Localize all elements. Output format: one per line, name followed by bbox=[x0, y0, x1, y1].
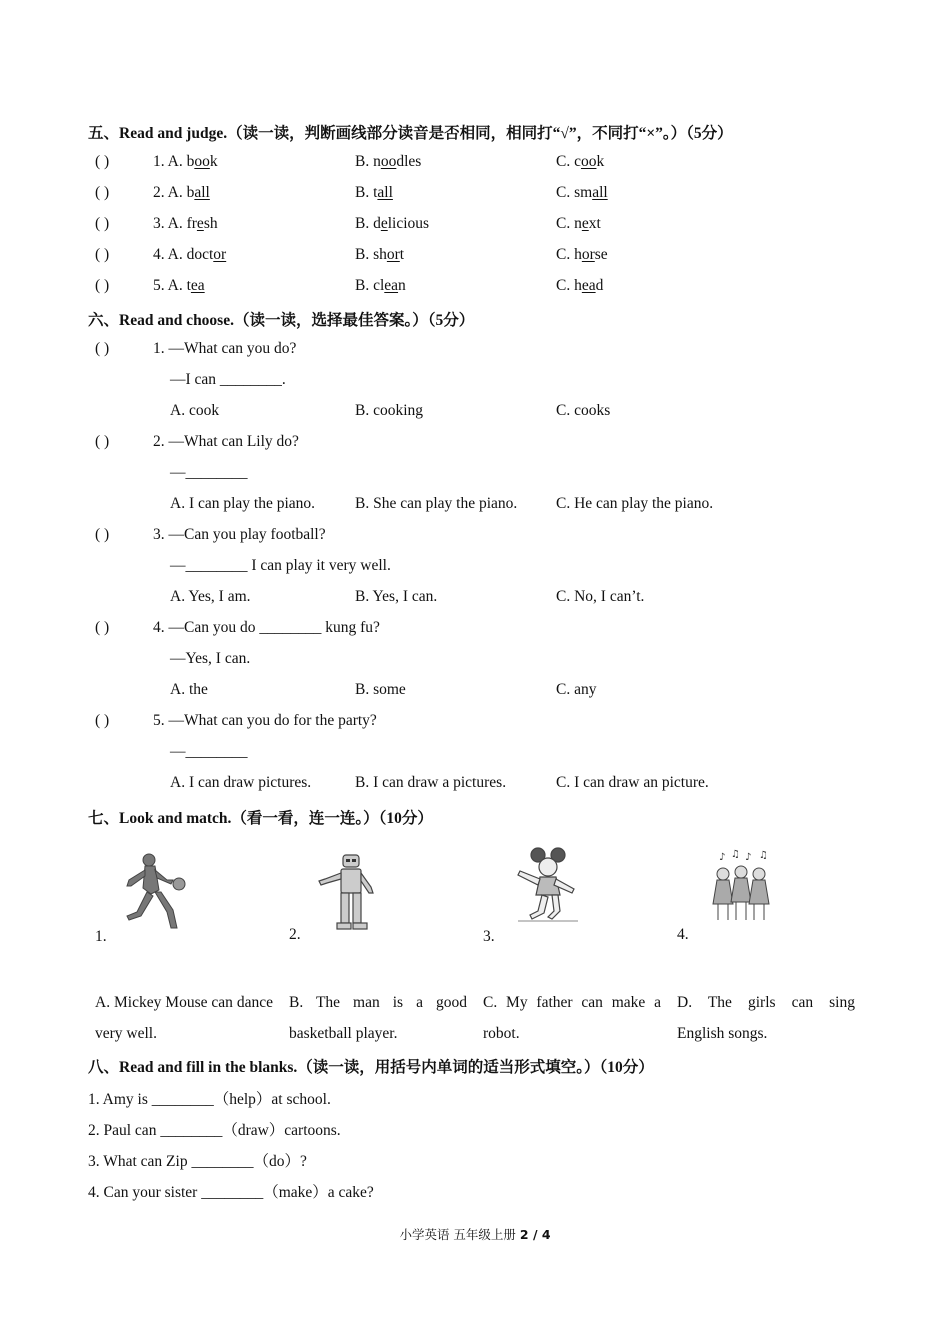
answer-paren[interactable]: ( ) bbox=[95, 340, 110, 357]
item-number: 2. A. bbox=[153, 184, 187, 201]
word-part: sh bbox=[203, 215, 218, 232]
page-number: 2 / 4 bbox=[519, 1227, 551, 1242]
word-part: doct bbox=[186, 246, 214, 263]
question-1: 1. —What can you do? bbox=[153, 340, 297, 357]
option-c: C. He can play the piano. bbox=[556, 495, 714, 512]
option-a: A. the bbox=[170, 681, 208, 698]
item-number: 1. A. bbox=[153, 153, 187, 170]
word-part: se bbox=[594, 246, 608, 263]
option-a bbox=[153, 215, 218, 233]
match-text-b: B. The man is a good basketball player. bbox=[289, 994, 467, 1042]
option-c: C. cooks bbox=[556, 402, 611, 419]
word-part: B. sh bbox=[355, 246, 387, 263]
word-part: xt bbox=[588, 215, 601, 232]
answer-line-4: —Yes, I can. bbox=[170, 650, 251, 667]
word-part: C. sm bbox=[556, 184, 593, 201]
fill-item-3: 3. What can Zip ________（do）? bbox=[88, 1153, 307, 1170]
option-c: C. I can draw an picture. bbox=[556, 774, 709, 791]
answer-paren[interactable]: ( ) bbox=[95, 526, 110, 543]
answer-paren[interactable]: ( ) bbox=[95, 277, 110, 294]
fill-item-4: 4. Can your sister ________（make）a cake? bbox=[88, 1184, 374, 1201]
option-c bbox=[556, 184, 608, 202]
question-2: 2. —What can Lily do? bbox=[153, 433, 299, 450]
option-b bbox=[355, 246, 404, 264]
option-c bbox=[556, 215, 601, 233]
option-c bbox=[556, 277, 603, 295]
section-5-title: 五、Read and judge.（读一读，判断画线部分读音是否相同，相同打“√”，不同打“×”。）（5分） bbox=[88, 125, 733, 142]
section-7-title: 七、Look and match.（看一看，连一连。）（10分） bbox=[88, 810, 433, 827]
question-3: 3. —Can you play football? bbox=[153, 526, 326, 543]
option-c bbox=[556, 246, 608, 264]
section-8-title: 八、Read and fill in the blanks.（读一读，用括号内单词的适当形式填空。）（10分） bbox=[88, 1059, 654, 1076]
option-b bbox=[355, 184, 393, 202]
option-c: C. No, I can’t. bbox=[556, 588, 645, 605]
word-part: b bbox=[186, 153, 195, 170]
option-b: B. I can draw a pictures. bbox=[355, 774, 507, 791]
option-a bbox=[153, 277, 205, 295]
word-part: dles bbox=[396, 153, 422, 170]
answer-line-5: —________ bbox=[170, 743, 248, 760]
item-number: 3. A. bbox=[153, 215, 187, 232]
basketball-player-picture bbox=[115, 850, 195, 935]
word-part: C. h bbox=[556, 246, 582, 263]
word-part: B. d bbox=[355, 215, 381, 232]
fill-item-1: 1. Amy is ________（help）at school. bbox=[88, 1091, 331, 1108]
option-a bbox=[153, 246, 226, 264]
word-part: B. cl bbox=[355, 277, 385, 294]
item-number: 4. A. bbox=[153, 246, 187, 263]
item-number: 5. A. bbox=[153, 277, 187, 294]
option-c: C. any bbox=[556, 681, 597, 698]
answer-paren[interactable]: ( ) bbox=[95, 246, 110, 263]
underlined-part: or bbox=[213, 246, 227, 263]
option-a bbox=[153, 184, 210, 202]
mickey-mouse-picture bbox=[508, 845, 588, 925]
robot-picture bbox=[315, 853, 385, 933]
answer-line-1: —I can ________. bbox=[170, 371, 286, 388]
word-part: licious bbox=[387, 215, 430, 232]
footer-text: 小学英语 五年级上册 bbox=[399, 1227, 520, 1242]
option-c bbox=[556, 153, 604, 171]
option-b bbox=[355, 153, 421, 171]
svg-text:♫: ♫ bbox=[759, 850, 768, 861]
word-part: n bbox=[398, 277, 406, 294]
picture-label-4: 4. bbox=[677, 926, 689, 943]
underlined-part: e bbox=[380, 215, 388, 232]
picture-label-3: 3. bbox=[483, 928, 495, 945]
option-a bbox=[153, 153, 218, 171]
singing-girls-picture bbox=[705, 848, 780, 926]
option-b: B. some bbox=[355, 681, 406, 698]
word-part: fr bbox=[186, 215, 197, 232]
answer-paren[interactable]: ( ) bbox=[95, 712, 110, 729]
question-4: 4. —Can you do ________ kung fu? bbox=[153, 619, 380, 636]
section-6-title: 六、Read and choose.（读一读，选择最佳答案。）（5分） bbox=[88, 312, 475, 329]
option-b bbox=[355, 215, 429, 233]
underlined-part: ea bbox=[384, 277, 399, 294]
word-part: C. h bbox=[556, 277, 582, 294]
option-b: B. cooking bbox=[355, 402, 424, 419]
word-part: C. c bbox=[556, 153, 581, 170]
option-b: B. She can play the piano. bbox=[355, 495, 518, 512]
word-part: t bbox=[399, 246, 405, 263]
option-a: A. I can draw pictures. bbox=[170, 774, 312, 791]
underlined-part: oo bbox=[380, 153, 397, 170]
option-a: A. Yes, I am. bbox=[170, 588, 251, 605]
match-text-c: C. My father can make a robot. bbox=[483, 994, 661, 1042]
underlined-part: all bbox=[194, 184, 210, 201]
answer-paren[interactable]: ( ) bbox=[95, 215, 110, 232]
word-part: d bbox=[595, 277, 604, 294]
answer-paren[interactable]: ( ) bbox=[95, 433, 110, 450]
option-b: B. Yes, I can. bbox=[355, 588, 438, 605]
option-b bbox=[355, 277, 406, 295]
match-text-a: A. Mickey Mouse can dance very well. bbox=[95, 994, 273, 1042]
underlined-part: all bbox=[592, 184, 608, 201]
answer-line-2: —________ bbox=[170, 464, 248, 481]
fill-item-2: 2. Paul can ________（draw）cartoons. bbox=[88, 1122, 341, 1139]
underlined-part: e bbox=[581, 215, 589, 232]
word-part: B. n bbox=[355, 153, 381, 170]
underlined-part: all bbox=[377, 184, 393, 201]
word-part: B. t bbox=[355, 184, 378, 201]
svg-text:♫: ♫ bbox=[731, 849, 740, 860]
svg-text:♪: ♪ bbox=[745, 852, 752, 863]
underlined-part: oo bbox=[580, 153, 597, 170]
answer-paren[interactable]: ( ) bbox=[95, 184, 110, 201]
word-part: b bbox=[186, 184, 195, 201]
underlined-part: or bbox=[581, 246, 595, 263]
word-part: k bbox=[596, 153, 605, 170]
question-5: 5. —What can you do for the party? bbox=[153, 712, 377, 729]
word-part: C. n bbox=[556, 215, 582, 232]
answer-line-3: —________ I can play it very well. bbox=[170, 557, 391, 574]
underlined-part: ea bbox=[581, 277, 596, 294]
answer-paren[interactable]: ( ) bbox=[95, 619, 110, 636]
answer-paren[interactable]: ( ) bbox=[95, 153, 110, 170]
picture-label-2: 2. bbox=[289, 926, 301, 943]
word-part: k bbox=[209, 153, 218, 170]
option-a: A. cook bbox=[170, 402, 220, 419]
match-text-d: D. The girls can sing English songs. bbox=[677, 994, 855, 1042]
svg-text:♪: ♪ bbox=[719, 852, 726, 863]
underlined-part: or bbox=[386, 246, 400, 263]
word-part: t bbox=[186, 277, 191, 294]
underlined-part: ea bbox=[190, 277, 205, 294]
picture-label-1: 1. bbox=[95, 928, 107, 945]
option-a: A. I can play the piano. bbox=[170, 495, 316, 512]
underlined-part: e bbox=[196, 215, 204, 232]
page-footer bbox=[0, 1225, 950, 1243]
underlined-part: oo bbox=[194, 153, 210, 170]
